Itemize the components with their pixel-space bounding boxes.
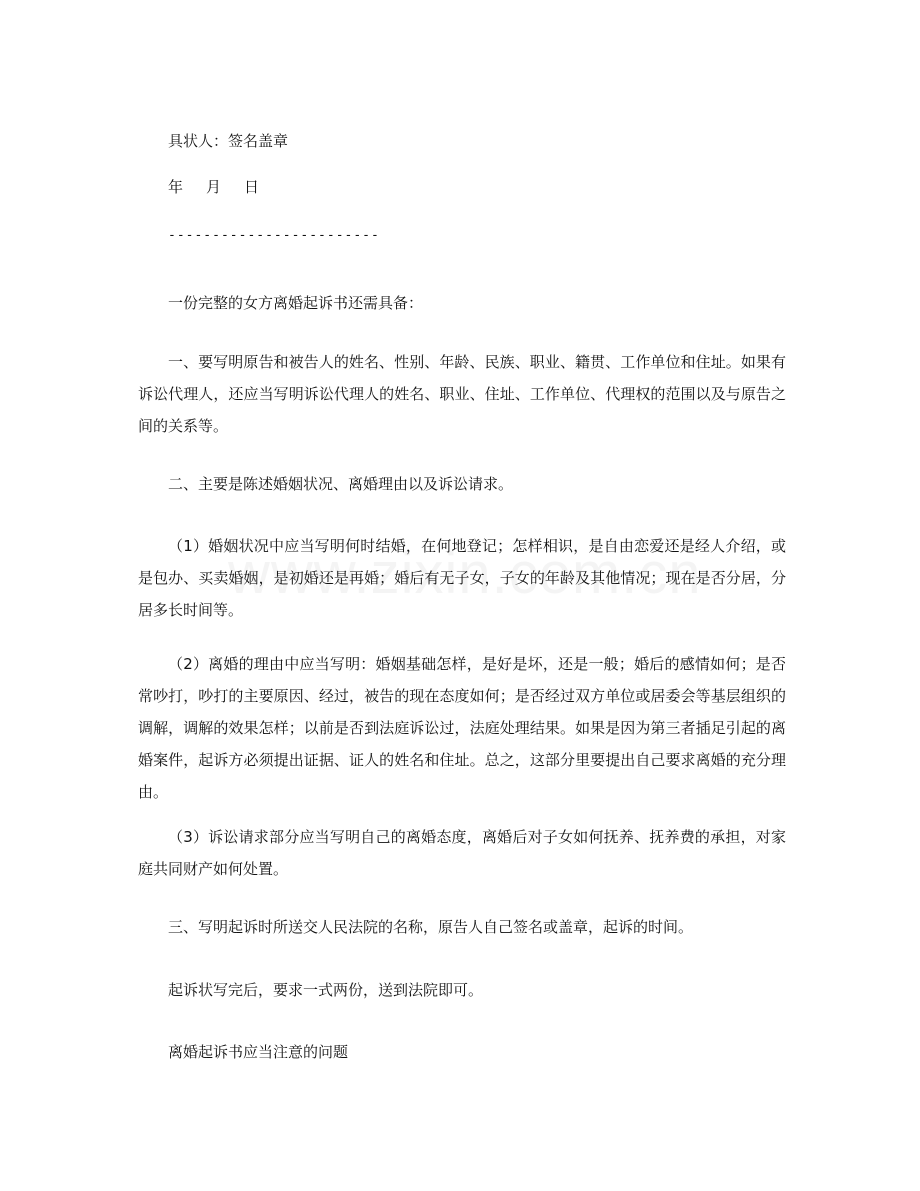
sub-point-one-paragraph: （1）婚姻状况中应当写明何时结婚，在何地登记；怎样相识，是自由恋爱还是经人介绍，或是包办、买卖婚姻，是初婚还是再婚；婚后有无子女，子女的年龄及其他情况；现在是否分居，分居多长时间等。 (138, 537, 786, 619)
point-three-paragraph: 三、写明起诉时所送交人民法院的名称，原告人自己签名或盖章，起诉的时间。 (168, 918, 694, 936)
sub-point-two-paragraph: （2）离婚的理由中应当写明：婚姻基础怎样，是好是坏，还是一般；婚后的感情如何；是否常吵打，吵打的主要原因、经过，被告的现在态度如何；是否经过双方单位或居委会等基层组织的调解，调解的效果怎样；以前是否到法庭诉讼过，法庭处理结果。如果是因为第三者插足引起的离婚案件，起诉方必须提出证据、证人的姓名和住址。总之，这部分里要提出自己要求离婚的充分理由。 (138, 655, 786, 801)
point-one-paragraph: 一、要写明原告和被告人的姓名、性别、年龄、民族、职业、籍贯、工作单位和住址。如果有诉讼代理人，还应当写明诉讼代理人的姓名、职业、住址、工作单位、代理权的范围以及与原告之间的关系等。 (138, 353, 786, 435)
sub-point-three-paragraph: （3）诉讼请求部分应当写明自己的离婚态度，离婚后对子女如何抚养、抚养费的承担，对家庭共同财产如何处置。 (138, 828, 786, 878)
point-two-paragraph: 二、主要是陈述婚姻状况、离婚理由以及诉讼请求。 (168, 475, 514, 493)
separator-line: ------------------------ (168, 228, 380, 243)
closing-text: 起诉状写完后，要求一式两份，送到法院即可。 (168, 981, 484, 999)
date-line: 年 月 日 (168, 178, 264, 196)
section-heading: 离婚起诉书应当注意的问题 (168, 1043, 349, 1061)
intro-text: 一份完整的女方离婚起诉书还需具备： (168, 294, 424, 312)
signature-line: 具状人：签名盖章 (168, 132, 289, 150)
